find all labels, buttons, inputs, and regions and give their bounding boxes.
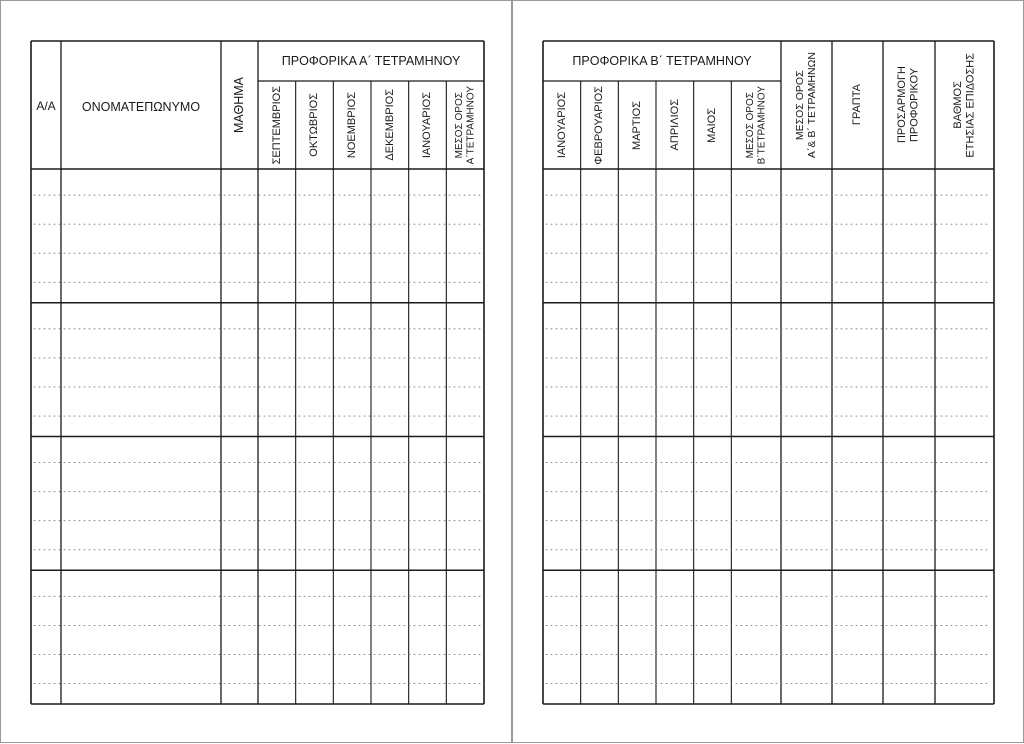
header-subject: ΜΑΘΗΜΑ <box>232 77 247 133</box>
month-header-nov: ΝΟΕΜΒΡΙΟΣ <box>345 91 358 159</box>
header-oral-adjust: ΠΡΟΣΑΡΜΟΓΗ ΠΡΟΦΟΡΙΚΟΥ <box>896 66 921 144</box>
month-header-avg-a: ΜΕΣΟΣ ΟΡΟΣ Α΄ΤΕΤΡΑΜΗΝΟΥ <box>453 85 477 165</box>
left-page <box>0 0 512 743</box>
month-header-feb: ΦΕΒΡΟΥΑΡΙΟΣ <box>593 85 606 165</box>
month-header-jan-b: ΙΑΝΟΥΑΡΙΟΣ <box>555 91 568 159</box>
month-header-jan: ΙΑΝΟΥΑΡΙΟΣ <box>421 91 434 159</box>
month-header-apr: ΑΠΡΙΛΙΟΣ <box>668 99 681 151</box>
month-header-mar: ΜΑΡΤΙΟΣ <box>630 100 643 150</box>
month-header-dec: ΔΕΚΕΜΒΡΙΟΣ <box>383 89 396 161</box>
header-avg-both: ΜΕΣΟΣ ΟΡΟΣ Α΄& Β΄ ΤΕΤΡΑΜΗΝΩΝ <box>794 51 819 159</box>
month-header-avg-b: ΜΕΣΟΣ ΟΡΟΣ Β΄ΤΕΤΡΑΜΗΝΟΥ <box>744 85 768 165</box>
header-written: ΓΡΑΠΤΑ <box>851 84 864 126</box>
header-name: ΟΝΟΜΑΤΕΠΩΝΥΜΟ <box>81 100 201 114</box>
month-header-sep: ΣΕΠΤΕΜΒΡΙΟΣ <box>270 85 283 165</box>
month-header-may: ΜΑΙΟΣ <box>706 107 719 143</box>
header-annual-grade: ΒΑΘΜΟΣ ΕΤΗΣΙΑΣ ΕΠΙΔΟΣΗΣ <box>951 52 977 158</box>
group-title-b: ΠΡΟΦΟΡΙΚΑ Β΄ ΤΕΤΡΑΜΗΝΟΥ <box>572 54 752 68</box>
group-title-a: ΠΡΟΦΟΡΙΚΑ Α΄ ΤΕΤΡΑΜΗΝΟΥ <box>281 54 461 68</box>
month-header-oct: ΟΚΤΩΒΡΙΟΣ <box>308 93 321 157</box>
right-page <box>512 0 1024 743</box>
header-index: Α/Α <box>36 99 56 113</box>
